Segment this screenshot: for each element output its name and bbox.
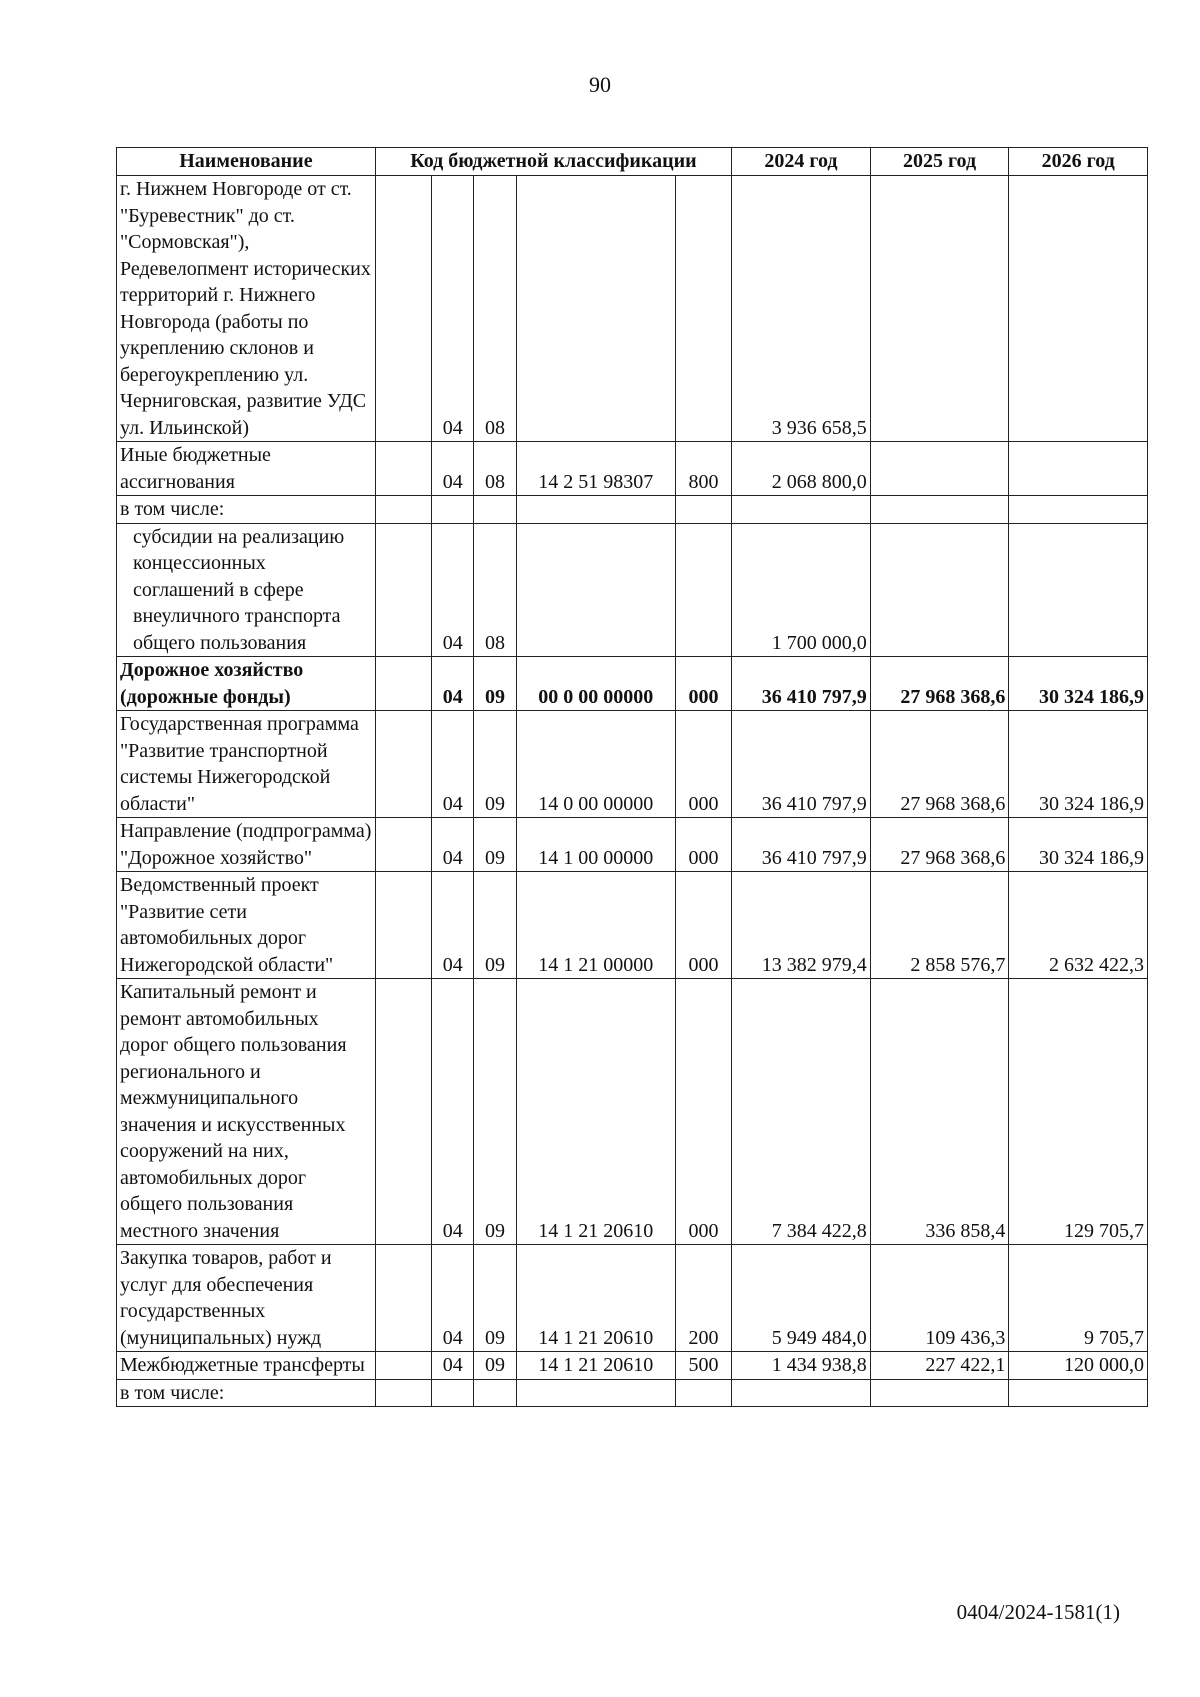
row-code-subsection: 09 bbox=[474, 979, 516, 1245]
row-code-1 bbox=[375, 176, 431, 442]
row-code-type: 500 bbox=[675, 1352, 731, 1380]
row-code-target bbox=[516, 176, 675, 442]
table-row bbox=[117, 979, 1148, 1245]
page-number: 90 bbox=[589, 72, 611, 97]
row-value-2026: 9 705,7 bbox=[1009, 1245, 1148, 1352]
row-code-1 bbox=[375, 711, 431, 818]
row-value-2025 bbox=[870, 1379, 1009, 1407]
row-name: в том числе: bbox=[117, 496, 376, 524]
row-code-subsection bbox=[474, 496, 516, 524]
row-code-1 bbox=[375, 442, 431, 496]
row-code-section: 04 bbox=[432, 1352, 474, 1380]
row-code-type: 000 bbox=[675, 979, 731, 1245]
row-value-2026: 30 324 186,9 bbox=[1009, 657, 1148, 711]
row-code-1 bbox=[375, 1352, 431, 1380]
row-code-target: 14 2 51 98307 bbox=[516, 442, 675, 496]
row-code-section: 04 bbox=[432, 442, 474, 496]
row-code-section: 04 bbox=[432, 711, 474, 818]
row-code-type: 800 bbox=[675, 442, 731, 496]
header-name: Наименование bbox=[117, 148, 376, 176]
table-row bbox=[117, 711, 1148, 818]
row-value-2026: 2 632 422,3 bbox=[1009, 872, 1148, 979]
row-code-section: 04 bbox=[432, 979, 474, 1245]
row-code-subsection: 09 bbox=[474, 1352, 516, 1380]
row-name: Закупка товаров, работ и услуг для обеспечения государственных (муниципальных) нужд bbox=[117, 1245, 376, 1352]
row-code-subsection: 08 bbox=[474, 523, 516, 657]
row-code-subsection bbox=[474, 1379, 516, 1407]
row-code-section: 04 bbox=[432, 872, 474, 979]
row-code-1 bbox=[375, 872, 431, 979]
table-row bbox=[117, 1352, 1148, 1380]
row-code-type bbox=[675, 176, 731, 442]
row-code-type: 000 bbox=[675, 657, 731, 711]
header-code: Код бюджетной классификации bbox=[375, 148, 731, 176]
row-value-2024: 36 410 797,9 bbox=[732, 657, 871, 711]
table-row bbox=[117, 818, 1148, 872]
row-value-2025: 27 968 368,6 bbox=[870, 657, 1009, 711]
row-code-subsection: 09 bbox=[474, 711, 516, 818]
row-value-2026 bbox=[1009, 523, 1148, 657]
table-row bbox=[117, 1379, 1148, 1407]
row-code-section bbox=[432, 496, 474, 524]
row-code-type bbox=[675, 496, 731, 524]
table-row bbox=[117, 657, 1148, 711]
row-name: субсидии на реализацию концессионных соглашений в сфере внеуличного транспорта общего пользования bbox=[117, 523, 376, 657]
row-name: в том числе: bbox=[117, 1379, 376, 1407]
document-code: 0404/2024-1581(1) bbox=[956, 1600, 1120, 1624]
row-code-1 bbox=[375, 657, 431, 711]
row-code-section: 04 bbox=[432, 657, 474, 711]
row-value-2026: 30 324 186,9 bbox=[1009, 818, 1148, 872]
row-value-2025: 109 436,3 bbox=[870, 1245, 1009, 1352]
row-code-type: 000 bbox=[675, 872, 731, 979]
row-value-2026 bbox=[1009, 442, 1148, 496]
row-value-2024: 5 949 484,0 bbox=[732, 1245, 871, 1352]
row-code-type bbox=[675, 523, 731, 657]
row-value-2026: 129 705,7 bbox=[1009, 979, 1148, 1245]
row-value-2024: 36 410 797,9 bbox=[732, 818, 871, 872]
header-2024: 2024 год bbox=[732, 148, 871, 176]
row-value-2026 bbox=[1009, 176, 1148, 442]
budget-table bbox=[116, 147, 1148, 1407]
row-value-2026 bbox=[1009, 496, 1148, 524]
row-value-2025: 27 968 368,6 bbox=[870, 818, 1009, 872]
row-code-1 bbox=[375, 979, 431, 1245]
row-code-1 bbox=[375, 1379, 431, 1407]
row-code-target bbox=[516, 523, 675, 657]
row-value-2024: 2 068 800,0 bbox=[732, 442, 871, 496]
row-code-subsection: 09 bbox=[474, 872, 516, 979]
row-code-section: 04 bbox=[432, 523, 474, 657]
table-row bbox=[117, 1245, 1148, 1352]
row-value-2024: 1 700 000,0 bbox=[732, 523, 871, 657]
row-name: Государственная программа "Развитие транспортной системы Нижегородской области" bbox=[117, 711, 376, 818]
row-code-subsection: 09 bbox=[474, 657, 516, 711]
row-code-target bbox=[516, 1379, 675, 1407]
row-value-2024: 36 410 797,9 bbox=[732, 711, 871, 818]
row-code-type: 000 bbox=[675, 818, 731, 872]
row-name: Дорожное хозяйство (дорожные фонды) bbox=[117, 657, 376, 711]
row-code-type bbox=[675, 1379, 731, 1407]
table-row bbox=[117, 496, 1148, 524]
row-value-2025: 336 858,4 bbox=[870, 979, 1009, 1245]
row-code-target: 00 0 00 00000 bbox=[516, 657, 675, 711]
row-code-target: 14 1 21 20610 bbox=[516, 1245, 675, 1352]
row-value-2024: 3 936 658,5 bbox=[732, 176, 871, 442]
table-header-row bbox=[117, 148, 1148, 176]
row-value-2025: 27 968 368,6 bbox=[870, 711, 1009, 818]
row-value-2026: 120 000,0 bbox=[1009, 1352, 1148, 1380]
row-code-subsection: 08 bbox=[474, 442, 516, 496]
row-code-subsection: 09 bbox=[474, 1245, 516, 1352]
row-code-target: 14 0 00 00000 bbox=[516, 711, 675, 818]
row-value-2024: 13 382 979,4 bbox=[732, 872, 871, 979]
row-value-2026: 30 324 186,9 bbox=[1009, 711, 1148, 818]
table-row bbox=[117, 442, 1148, 496]
row-value-2024: 7 384 422,8 bbox=[732, 979, 871, 1245]
row-code-target: 14 1 21 20610 bbox=[516, 979, 675, 1245]
header-2026: 2026 год bbox=[1009, 148, 1148, 176]
row-value-2024: 1 434 938,8 bbox=[732, 1352, 871, 1380]
row-code-1 bbox=[375, 1245, 431, 1352]
row-code-type: 200 bbox=[675, 1245, 731, 1352]
row-name: Межбюджетные трансферты bbox=[117, 1352, 376, 1380]
row-code-target bbox=[516, 496, 675, 524]
row-code-section bbox=[432, 1379, 474, 1407]
row-value-2024 bbox=[732, 1379, 871, 1407]
row-value-2025: 227 422,1 bbox=[870, 1352, 1009, 1380]
row-code-section: 04 bbox=[432, 176, 474, 442]
row-name: Иные бюджетные ассигнования bbox=[117, 442, 376, 496]
row-value-2025 bbox=[870, 442, 1009, 496]
row-code-type: 000 bbox=[675, 711, 731, 818]
row-value-2025 bbox=[870, 523, 1009, 657]
row-name: Капитальный ремонт и ремонт автомобильных дорог общего пользования регионального и межмуниципального значения и искусственных сооружений на них, автомобильных дорог общего пользования местного значения bbox=[117, 979, 376, 1245]
row-code-subsection: 08 bbox=[474, 176, 516, 442]
row-name: г. Нижнем Новгороде от ст. "Буревестник" до ст. "Сормовская"), Редевелопмент исторических территорий г. Нижнего Новгорода (работы по укреплению склонов и берегоукреплению ул. Черниговская, развитие УДС ул. Ильинской) bbox=[117, 176, 376, 442]
row-code-target: 14 1 21 00000 bbox=[516, 872, 675, 979]
table-row bbox=[117, 523, 1148, 657]
row-code-subsection: 09 bbox=[474, 818, 516, 872]
row-value-2025 bbox=[870, 496, 1009, 524]
row-name: Ведомственный проект "Развитие сети автомобильных дорог Нижегородской области" bbox=[117, 872, 376, 979]
row-value-2024 bbox=[732, 496, 871, 524]
row-code-1 bbox=[375, 496, 431, 524]
row-code-target: 14 1 21 20610 bbox=[516, 1352, 675, 1380]
table-row bbox=[117, 872, 1148, 979]
row-value-2025: 2 858 576,7 bbox=[870, 872, 1009, 979]
row-code-1 bbox=[375, 818, 431, 872]
row-code-section: 04 bbox=[432, 818, 474, 872]
row-code-section: 04 bbox=[432, 1245, 474, 1352]
row-code-target: 14 1 00 00000 bbox=[516, 818, 675, 872]
header-2025: 2025 год bbox=[870, 148, 1009, 176]
row-name: Направление (подпрограмма) "Дорожное хозяйство" bbox=[117, 818, 376, 872]
row-code-1 bbox=[375, 523, 431, 657]
table-row bbox=[117, 176, 1148, 442]
row-value-2026 bbox=[1009, 1379, 1148, 1407]
row-value-2025 bbox=[870, 176, 1009, 442]
